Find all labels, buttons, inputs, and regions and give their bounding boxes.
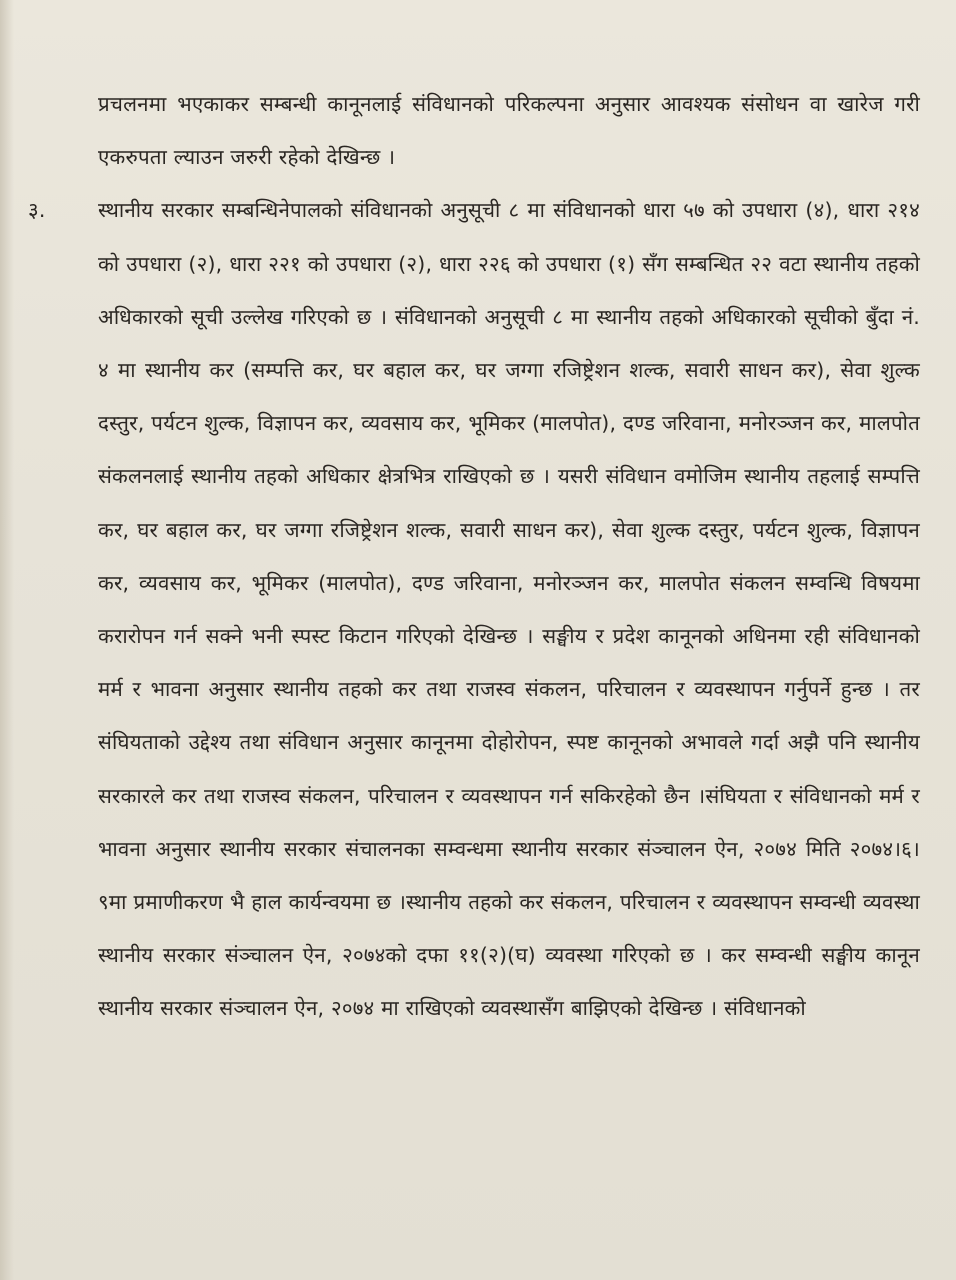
intro-paragraph: प्रचलनमा भएकाकर सम्बन्धी कानूनलाई संविधानको परिकल्पना अनुसार आवश्यक संसोधन वा खारेज गरी एकरुपता ल्याउन जरुरी रहेको देखिन्छ । [98, 92, 920, 170]
numbered-point [28, 184, 920, 1035]
page-edge-shadow [0, 0, 14, 1280]
point-paragraph: स्थानीय सरकार सम्बन्धिनेपालको संविधानको अनुसूची ८ मा संविधानको धारा ५७ को उपधारा (४), धारा २१४ को उपधारा (२), धारा २२१ को उपधारा (२), धारा २२६ को उपधारा (१) सँग सम्बन्धित २२ वटा स्थानीय तहको अधिकारको सूची उल्लेख गरिएको छ । संविधानको अनुसूची ८ मा स्थानीय तहको अधिकारको सूचीको बुँदा नं. ४ मा स्थानीय कर (सम्पत्ति कर, घर बहाल कर, घर जग्गा रजिष्ट्रेशन शल्क, सवारी साधन कर), सेवा शुल्क दस्तुर, पर्यटन शुल्क, विज्ञापन कर, व्यवसाय कर, भूमिकर (मालपोत), दण्ड जरिवाना, मनोरञ्जन कर, मालपोत संकलनलाई स्थानीय तहको अधिकार क्षेत्रभित्र राखिएको छ । यसरी संविधान वमोजिम स्थानीय तहलाई सम्पत्ति कर, घर बहाल कर, घर जग्गा रजिष्ट्रेशन शल्क, सवारी साधन कर), सेवा शुल्क दस्तुर, पर्यटन शुल्क, विज्ञापन कर, व्यवसाय कर, भूमिकर (मालपोत), दण्ड जरिवाना, मनोरञ्जन कर, मालपोत संकलन सम्वन्धि विषयमा करारोपन गर्न सक्ने भनी स्पस्ट किटान गरिएको देखिन्छ । सङ्घीय र प्रदेश कानूनको अधिनमा रही संविधानको मर्म र भावना अनुसार स्थानीय तहको कर तथा राजस्व संकलन, परिचालन र व्यवस्थापन गर्नुपर्ने हुन्छ । तर संघियताको उद्देश्य तथा संविधान अनुसार कानूनमा दोहोरोपन, स्पष्ट कानूनको अभावले गर्दा अझै पनि स्थानीय सरकारले कर तथा राजस्व संकलन, परिचालन र व्यवस्थापन गर्न सकिरहेको छैन ।संघियता र संविधानको मर्म र भावना अनुसार स्थानीय सरकार संचालनका सम्वन्धमा स्थानीय सरकार संञ्चालन ऐन, २०७४ मिति २०७४।६।९मा प्रमाणीकरण भै हाल कार्यन्वयमा छ ।स्थानीय तहको कर संकलन, परिचालन र व्यवस्थापन सम्वन्धी व्यवस्था स्थानीय सरकार संञ्चालन ऐन, २०७४को दफा ११(२)(घ) व्यवस्था गरिएको छ । कर सम्वन्धी सङ्घीय कानून स्थानीय सरकार संञ्चालन ऐन, २०७४ मा राखिएको व्यवस्थासँग बाझिएको देखिन्छ । संविधानको [98, 198, 920, 1021]
document-text [28, 78, 920, 1036]
point-number: ३. [28, 198, 46, 223]
